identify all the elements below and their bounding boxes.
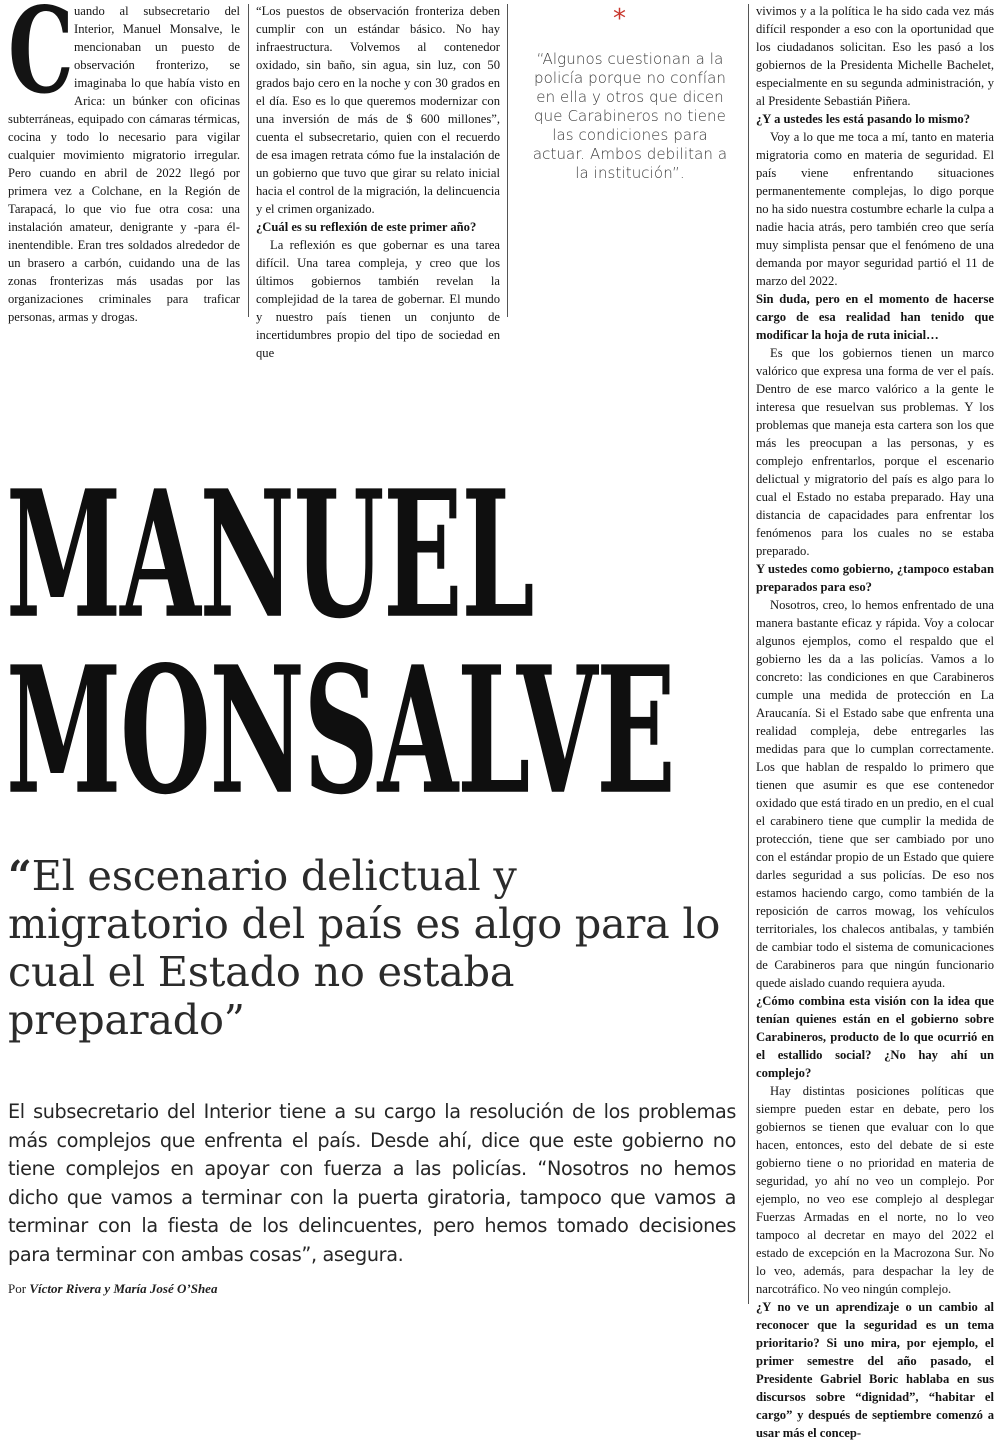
interview-question: ¿Cómo combina esta visión con la idea que tenían quienes están en el gobierno sobre Carabineros, producto de lo que ocurrió en el estallido social? ¿No hay ahí un complejo? bbox=[756, 994, 994, 1080]
column-2-answer: La reflexión es que gobernar es una tarea difícil. Una tarea compleja, y creo que los últimos gobiernos también revelan la complejidad de la tarea de gobernar. El mundo y nuestro país tienen un conjunto de incertidumbres propio del tipo de sociedad en que bbox=[256, 238, 500, 360]
headline-last-name: MONSALVE bbox=[6, 627, 675, 834]
close-quote-mark: ” bbox=[223, 995, 245, 1044]
article-column-4 bbox=[756, 2, 994, 1442]
interview-answer: Hay distintas posiciones políticas que siempre pueden estar en debate, pero los gobiernos se tienen que evaluar con lo que hacen, entonces, esto del debate de si este gobierno tiene o no prioridad en materia de seguridad, yo ahí no veo un complejo. Por ejemplo, no veo ese complejo al desplegar Fuerzas Armadas en el norte, no lo veo tampoco al decretar en mayo del 2022 el estado de excepción en la Macrozona Sur. No lo veo, además, para despachar la ley de narcotráfico. No veo ningún complejo. bbox=[756, 1084, 994, 1296]
intro-paragraph: El subsecretario del Interior tiene a su cargo la resolución de los problemas más complejos que enfrenta el país. Desde ahí, dice que este gobierno no tiene complejos en apoyar con fuerza a las policías. “Nosotros no hemos dicho que vamos a terminar con la puerta giratoria, tampoco que vamos a terminar con la fiesta de los delincuentes, pero hemos tomado decisiones para terminar con ambas cosas”, asegura. bbox=[8, 1100, 736, 1266]
interview-question: Sin duda, pero en el momento de hacerse cargo de esa realidad han tenido que modificar la hoja de ruta inicial… bbox=[756, 292, 994, 342]
column-divider bbox=[507, 4, 508, 317]
interview-question: Y ustedes como gobierno, ¿tampoco estaban preparados para eso? bbox=[756, 562, 994, 594]
article-column-2 bbox=[256, 2, 500, 362]
headline bbox=[6, 451, 746, 834]
main-quote bbox=[8, 852, 743, 1044]
column-divider bbox=[748, 4, 749, 1304]
column-4-paragraph: vivimos y a la política le ha sido cada vez más difícil responder a eso con la oportunidad que los ciudadanos solicitan. Eso les pasó a los gobiernos de la Presidenta Michelle Bachelet, especialmente en su segunda administración, y al Presidente Sebastián Piñera. bbox=[756, 4, 994, 108]
byline-prefix: Por bbox=[8, 1281, 27, 1296]
drop-cap: C bbox=[8, 0, 74, 120]
interview-question: ¿Y no ve un aprendizaje o un cambio al reconocer que la seguridad es un tema prioritario? Si uno mira, por ejemplo, el primer semestre del año pasado, el Presidente Gabriel Boric hablaba en sus discursos sobre “dignidad”, “habitar el cargo” y después de septiembre comenzó a usar más el concep- bbox=[756, 1300, 994, 1440]
interview-answer: Voy a lo que me toca a mí, tanto en materia migratoria como en materia de seguridad. El país viene enfrentando situaciones permanentemente complejas, lo digo porque no ha sido nuestra costumbre echarle la culpa a nadie hacia atrás, pero también creo que sería muy simplista pensar que el fenómeno de una demanda por mayor seguridad partió el 11 de marzo del 2022. bbox=[756, 130, 994, 288]
column-1-paragraph: uando al subsecretario del Interior, Manuel Monsalve, le mencionaban un puesto de observación fronterizo, se imaginaba lo que había visto en Arica: un búnker con oficinas subterráneas, equipado con cámaras térmicas, cocina y todo lo necesario para vigilar cualquier movimiento migratorio irregular. Pero cuando en abril de 2022 llegó por primera vez a Colchane, en la Región de Tarapacá, lo que vio fue otra cosa: una instalación amateur, denigrante y -para él- inentendible. Eran tres soldados alrededor de un brasero a carbón, cuidando una de las zonas fronterizas más usadas por las organizaciones criminales para traficar personas, armas y drogas. bbox=[8, 4, 240, 324]
open-quote-mark: “ bbox=[8, 851, 32, 900]
article-column-1 bbox=[8, 2, 240, 326]
headline-first-name: MANUEL bbox=[6, 451, 534, 658]
interview-answer: Nosotros, creo, lo hemos enfrentado de una manera bastante eficaz y rápida. Voy a colocar algunos ejemplos, como el respaldo que el gobierno les da a las policías. Vamos a lo concreto: las condiciones en que Carabineros cumple una medida de protección en La Araucanía. Si el Estado sabe que enfrenta una realidad compleja, debe entregarles las medidas para que lo cumplan correctamente. Los que hablan de respaldo lo primero que tienen que asumir es que ese contenedor oxidado que está tirado en un predio, en el cual el carabinero tiene que cumplir la medida de protección, tiene que ser cambiado por uno con el estándar propio de un Estado que quiere darles seguridad a sus policías. De eso nos estamos haciendo cargo, como también de la reposición de carros mowag, los vehículos territoriales, los chalecos antibalas, y también de cambiar todo el sistema de comunicaciones de Carabineros para que ningún funcionario quede aislado cuando requiera ayuda. bbox=[756, 598, 994, 990]
byline-authors: Víctor Rivera y María José O’Shea bbox=[29, 1281, 218, 1296]
column-divider bbox=[248, 4, 249, 317]
interview-answer: Es que los gobiernos tienen un marco valórico que expresa una forma de ver el país. Dentro de ese marco valórico a la gente le interesa que resuelvan sus problemas. Y los problemas que maneja esta cartera son los que más les preocupan a las personas, y es complejo enfrentarlos, porque el escenario delictual y migratorio del país es algo para lo cual el Estado no estaba preparado. Hay una distancia de capacidades para enfrentar los fenómenos para los cuales no se estaba preparado. bbox=[756, 346, 994, 558]
main-quote-text: El escenario delictual y migratorio del país es algo para lo cual el Estado no estaba preparado bbox=[8, 851, 721, 1044]
pull-quote: “Algunos cuestionan a la policía porque no confían en ella y otros que dicen que Carabineros no tiene las condiciones para actuar. Ambos debilitan a la institución”. bbox=[532, 50, 728, 182]
asterisk-icon: * bbox=[613, 4, 626, 34]
interview-question: ¿Cuál es su reflexión de este primer año? bbox=[256, 220, 477, 234]
column-2-paragraph: “Los puestos de observación fronteriza deben cumplir con un estándar básico. No hay infraestructura. Volvemos al contenedor oxidado, sin baño, sin agua, sin luz, con 50 grados bajo cero en la noche y con 30 grados en el día. Eso es lo que queremos modernizar con una inversión de más de $ 600 millones”, cuenta el subsecretario, quien con el recuerdo de esa imagen retrata cómo fue la instalación de un gobierno que tuvo que girar su relato inicial hacia el control de la migración, la delincuencia y el crimen organizado. bbox=[256, 4, 500, 216]
interview-question: ¿Y a ustedes les está pasando lo mismo? bbox=[756, 112, 970, 126]
byline bbox=[8, 1281, 217, 1297]
